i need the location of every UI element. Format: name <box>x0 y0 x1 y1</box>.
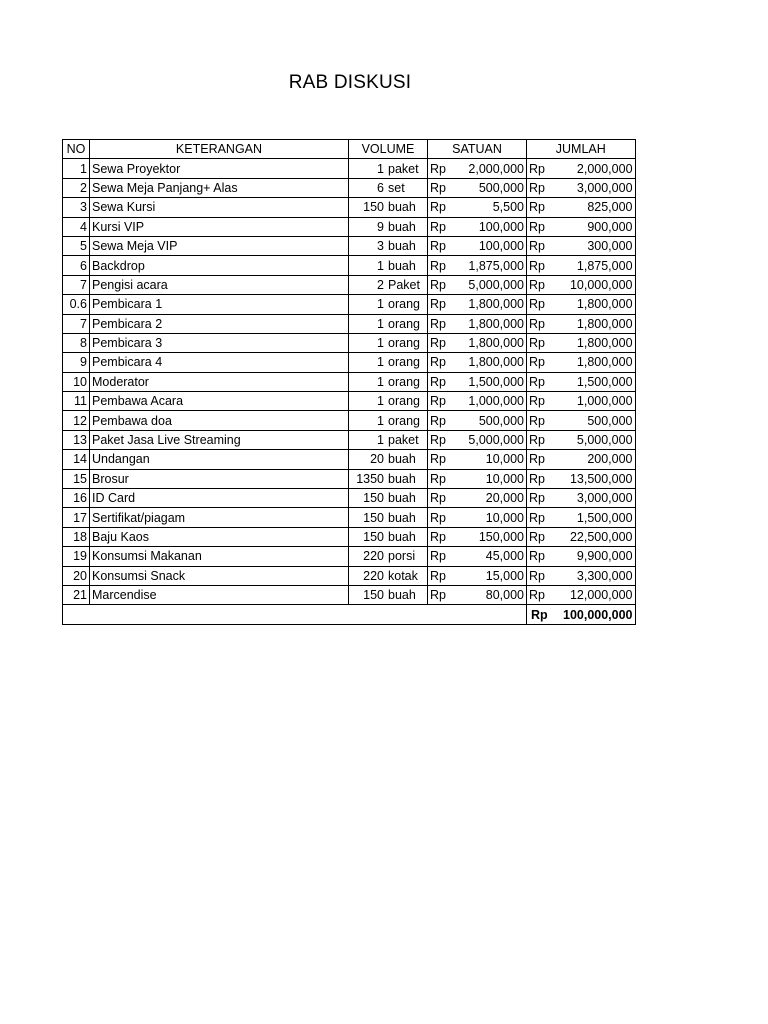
cell-jumlah: 3,000,000 <box>561 178 635 197</box>
cell-jumlah: 9,900,000 <box>561 547 635 566</box>
table-row <box>63 198 636 217</box>
cell-no: 3 <box>63 198 90 217</box>
cell-no: 21 <box>63 585 90 604</box>
cell-satuan: 10,000 <box>462 450 527 469</box>
cell-keterangan: Backdrop <box>90 256 349 275</box>
cell-no: 7 <box>63 314 90 333</box>
cell-jumlah: 1,800,000 <box>561 353 635 372</box>
header-volume: VOLUME <box>349 140 428 159</box>
cell-volume: 1350 <box>349 469 387 488</box>
cell-jumlah-currency: Rp <box>527 392 562 411</box>
table-row <box>63 295 636 314</box>
cell-keterangan: Konsumsi Makanan <box>90 547 349 566</box>
cell-no: 18 <box>63 527 90 546</box>
cell-volume: 220 <box>349 547 387 566</box>
cell-jumlah: 3,300,000 <box>561 566 635 585</box>
cell-satuan: 45,000 <box>462 547 527 566</box>
table-row <box>63 411 636 430</box>
cell-unit: porsi <box>386 547 428 566</box>
cell-satuan-currency: Rp <box>428 450 463 469</box>
cell-unit: buah <box>386 585 428 604</box>
cell-satuan-currency: Rp <box>428 159 463 178</box>
cell-satuan-currency: Rp <box>428 314 463 333</box>
header-jumlah: JUMLAH <box>527 140 636 159</box>
header-no: NO <box>63 140 90 159</box>
table-row <box>63 566 636 585</box>
cell-jumlah: 1,500,000 <box>561 372 635 391</box>
cell-keterangan: Pembicara 1 <box>90 295 349 314</box>
cell-no: 5 <box>63 236 90 255</box>
cell-no: 0.6 <box>63 295 90 314</box>
cell-satuan-currency: Rp <box>428 178 463 197</box>
table-row <box>63 392 636 411</box>
cell-keterangan: Undangan <box>90 450 349 469</box>
cell-no: 4 <box>63 217 90 236</box>
cell-unit: buah <box>386 527 428 546</box>
cell-satuan-currency: Rp <box>428 585 463 604</box>
table-row <box>63 314 636 333</box>
cell-unit: paket <box>386 159 428 178</box>
cell-unit: buah <box>386 236 428 255</box>
cell-jumlah-currency: Rp <box>527 217 562 236</box>
cell-no: 8 <box>63 333 90 352</box>
cell-satuan: 5,000,000 <box>462 430 527 449</box>
cell-jumlah-currency: Rp <box>527 547 562 566</box>
table-row <box>63 159 636 178</box>
cell-jumlah: 5,000,000 <box>561 430 635 449</box>
cell-jumlah: 1,000,000 <box>561 392 635 411</box>
cell-jumlah: 1,800,000 <box>561 333 635 352</box>
cell-unit: buah <box>386 198 428 217</box>
table-row <box>63 489 636 508</box>
cell-volume: 220 <box>349 566 387 585</box>
cell-keterangan: Pembicara 4 <box>90 353 349 372</box>
cell-jumlah: 300,000 <box>561 236 635 255</box>
cell-satuan-currency: Rp <box>428 508 463 527</box>
total-blank <box>63 605 527 624</box>
table-row <box>63 430 636 449</box>
cell-volume: 3 <box>349 236 387 255</box>
cell-jumlah: 1,800,000 <box>561 295 635 314</box>
table-row <box>63 372 636 391</box>
cell-unit: buah <box>386 256 428 275</box>
cell-jumlah-currency: Rp <box>527 508 562 527</box>
cell-volume: 1 <box>349 430 387 449</box>
cell-volume: 20 <box>349 450 387 469</box>
cell-keterangan: Sewa Meja Panjang+ Alas <box>90 178 349 197</box>
cell-jumlah-currency: Rp <box>527 489 562 508</box>
cell-volume: 150 <box>349 508 387 527</box>
cell-keterangan: Pembawa Acara <box>90 392 349 411</box>
cell-jumlah: 22,500,000 <box>561 527 635 546</box>
cell-unit: orang <box>386 333 428 352</box>
cell-unit: orang <box>386 353 428 372</box>
cell-keterangan: Pengisi acara <box>90 275 349 294</box>
cell-jumlah-currency: Rp <box>527 159 562 178</box>
cell-jumlah-currency: Rp <box>527 450 562 469</box>
cell-jumlah: 2,000,000 <box>561 159 635 178</box>
cell-satuan-currency: Rp <box>428 547 463 566</box>
cell-jumlah: 10,000,000 <box>561 275 635 294</box>
cell-satuan: 100,000 <box>462 236 527 255</box>
cell-satuan-currency: Rp <box>428 430 463 449</box>
cell-jumlah: 13,500,000 <box>561 469 635 488</box>
cell-keterangan: Marcendise <box>90 585 349 604</box>
cell-jumlah-currency: Rp <box>527 236 562 255</box>
budget-table <box>62 139 636 625</box>
cell-satuan-currency: Rp <box>428 275 463 294</box>
cell-volume: 1 <box>349 392 387 411</box>
cell-volume: 1 <box>349 411 387 430</box>
table-row <box>63 547 636 566</box>
cell-unit: orang <box>386 314 428 333</box>
cell-keterangan: Pembicara 3 <box>90 333 349 352</box>
cell-satuan: 80,000 <box>462 585 527 604</box>
cell-satuan: 1,800,000 <box>462 353 527 372</box>
cell-satuan-currency: Rp <box>428 566 463 585</box>
cell-volume: 150 <box>349 527 387 546</box>
cell-unit: orang <box>386 295 428 314</box>
cell-keterangan: Sewa Meja VIP <box>90 236 349 255</box>
cell-jumlah-currency: Rp <box>527 585 562 604</box>
cell-unit: buah <box>386 469 428 488</box>
cell-satuan-currency: Rp <box>428 372 463 391</box>
table-header-row <box>63 140 636 159</box>
cell-jumlah-currency: Rp <box>527 295 562 314</box>
cell-keterangan: Baju Kaos <box>90 527 349 546</box>
cell-no: 20 <box>63 566 90 585</box>
cell-keterangan: Sewa Proyektor <box>90 159 349 178</box>
cell-jumlah: 500,000 <box>561 411 635 430</box>
cell-jumlah: 1,875,000 <box>561 256 635 275</box>
cell-volume: 2 <box>349 275 387 294</box>
table-row <box>63 217 636 236</box>
cell-unit: set <box>386 178 428 197</box>
cell-keterangan: Paket Jasa Live Streaming <box>90 430 349 449</box>
table-row <box>63 527 636 546</box>
cell-jumlah: 200,000 <box>561 450 635 469</box>
document-title: RAB DISKUSI <box>288 72 412 93</box>
cell-keterangan: Pembicara 2 <box>90 314 349 333</box>
cell-no: 10 <box>63 372 90 391</box>
cell-satuan-currency: Rp <box>428 217 463 236</box>
cell-unit: buah <box>386 489 428 508</box>
cell-satuan: 15,000 <box>462 566 527 585</box>
cell-no: 2 <box>63 178 90 197</box>
cell-satuan: 500,000 <box>462 411 527 430</box>
cell-jumlah-currency: Rp <box>527 275 562 294</box>
cell-keterangan: Sewa Kursi <box>90 198 349 217</box>
table-row <box>63 585 636 604</box>
cell-satuan: 5,000,000 <box>462 275 527 294</box>
cell-unit: Paket <box>386 275 428 294</box>
cell-satuan: 150,000 <box>462 527 527 546</box>
cell-no: 12 <box>63 411 90 430</box>
cell-satuan: 100,000 <box>462 217 527 236</box>
table-row <box>63 275 636 294</box>
cell-keterangan: Konsumsi Snack <box>90 566 349 585</box>
cell-satuan-currency: Rp <box>428 256 463 275</box>
cell-jumlah-currency: Rp <box>527 353 562 372</box>
cell-jumlah: 900,000 <box>561 217 635 236</box>
cell-jumlah-currency: Rp <box>527 469 562 488</box>
total-currency: Rp <box>527 605 562 624</box>
cell-satuan-currency: Rp <box>428 295 463 314</box>
header-satuan: SATUAN <box>428 140 527 159</box>
cell-jumlah-currency: Rp <box>527 372 562 391</box>
cell-volume: 1 <box>349 353 387 372</box>
cell-jumlah-currency: Rp <box>527 566 562 585</box>
cell-keterangan: ID Card <box>90 489 349 508</box>
cell-unit: buah <box>386 450 428 469</box>
cell-volume: 1 <box>349 372 387 391</box>
cell-satuan: 500,000 <box>462 178 527 197</box>
cell-satuan: 1,000,000 <box>462 392 527 411</box>
cell-satuan-currency: Rp <box>428 333 463 352</box>
cell-satuan: 1,800,000 <box>462 314 527 333</box>
cell-no: 7 <box>63 275 90 294</box>
cell-satuan: 1,875,000 <box>462 256 527 275</box>
cell-unit: orang <box>386 411 428 430</box>
cell-no: 14 <box>63 450 90 469</box>
cell-jumlah: 3,000,000 <box>561 489 635 508</box>
table-row <box>63 333 636 352</box>
cell-satuan-currency: Rp <box>428 489 463 508</box>
header-keterangan: KETERANGAN <box>90 140 349 159</box>
cell-satuan: 10,000 <box>462 469 527 488</box>
cell-jumlah: 12,000,000 <box>561 585 635 604</box>
cell-unit: buah <box>386 217 428 236</box>
cell-volume: 6 <box>349 178 387 197</box>
table-row <box>63 450 636 469</box>
cell-satuan: 2,000,000 <box>462 159 527 178</box>
cell-keterangan: Sertifikat/piagam <box>90 508 349 527</box>
cell-keterangan: Kursi VIP <box>90 217 349 236</box>
cell-jumlah: 1,800,000 <box>561 314 635 333</box>
cell-unit: orang <box>386 392 428 411</box>
cell-no: 15 <box>63 469 90 488</box>
cell-volume: 150 <box>349 198 387 217</box>
cell-volume: 1 <box>349 159 387 178</box>
table-row <box>63 469 636 488</box>
cell-satuan: 20,000 <box>462 489 527 508</box>
cell-jumlah: 1,500,000 <box>561 508 635 527</box>
cell-satuan: 1,800,000 <box>462 333 527 352</box>
cell-jumlah-currency: Rp <box>527 333 562 352</box>
cell-unit: buah <box>386 508 428 527</box>
cell-satuan: 1,800,000 <box>462 295 527 314</box>
cell-keterangan: Moderator <box>90 372 349 391</box>
table-row <box>63 353 636 372</box>
table-body <box>63 159 636 605</box>
cell-jumlah-currency: Rp <box>527 411 562 430</box>
cell-no: 11 <box>63 392 90 411</box>
cell-volume: 150 <box>349 585 387 604</box>
cell-volume: 1 <box>349 333 387 352</box>
cell-volume: 150 <box>349 489 387 508</box>
cell-keterangan: Brosur <box>90 469 349 488</box>
cell-satuan-currency: Rp <box>428 411 463 430</box>
cell-jumlah-currency: Rp <box>527 198 562 217</box>
cell-unit: paket <box>386 430 428 449</box>
cell-no: 19 <box>63 547 90 566</box>
cell-satuan-currency: Rp <box>428 353 463 372</box>
cell-jumlah-currency: Rp <box>527 314 562 333</box>
cell-volume: 1 <box>349 295 387 314</box>
cell-volume: 1 <box>349 256 387 275</box>
cell-unit: kotak <box>386 566 428 585</box>
cell-no: 17 <box>63 508 90 527</box>
cell-volume: 1 <box>349 314 387 333</box>
cell-satuan: 5,500 <box>462 198 527 217</box>
total-row <box>63 605 636 624</box>
table-row <box>63 508 636 527</box>
cell-volume: 9 <box>349 217 387 236</box>
cell-no: 1 <box>63 159 90 178</box>
total-value: 100,000,000 <box>561 605 635 624</box>
cell-satuan-currency: Rp <box>428 198 463 217</box>
table-row <box>63 178 636 197</box>
table-row <box>63 256 636 275</box>
cell-satuan-currency: Rp <box>428 469 463 488</box>
cell-satuan: 10,000 <box>462 508 527 527</box>
cell-no: 6 <box>63 256 90 275</box>
cell-satuan: 1,500,000 <box>462 372 527 391</box>
cell-no: 13 <box>63 430 90 449</box>
cell-jumlah-currency: Rp <box>527 527 562 546</box>
cell-jumlah: 825,000 <box>561 198 635 217</box>
cell-jumlah-currency: Rp <box>527 178 562 197</box>
cell-keterangan: Pembawa doa <box>90 411 349 430</box>
cell-jumlah-currency: Rp <box>527 430 562 449</box>
cell-jumlah-currency: Rp <box>527 256 562 275</box>
cell-satuan-currency: Rp <box>428 236 463 255</box>
cell-unit: orang <box>386 372 428 391</box>
cell-satuan-currency: Rp <box>428 392 463 411</box>
table-row <box>63 236 636 255</box>
cell-satuan-currency: Rp <box>428 527 463 546</box>
cell-no: 16 <box>63 489 90 508</box>
cell-no: 9 <box>63 353 90 372</box>
